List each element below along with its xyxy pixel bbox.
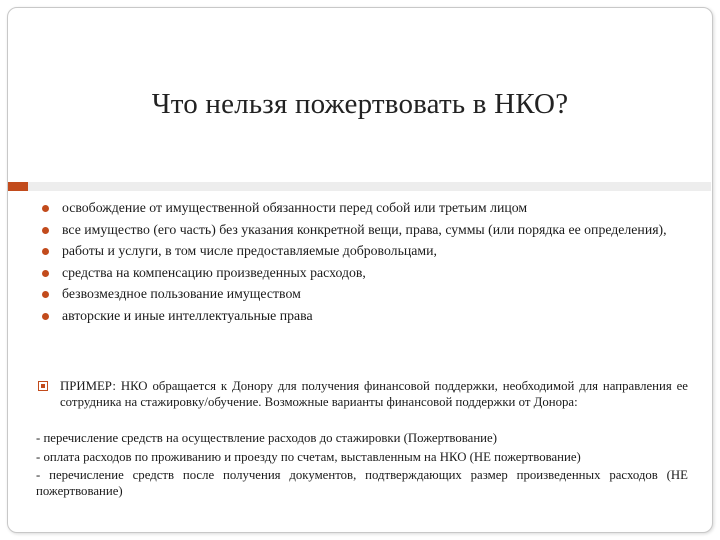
bullet-dot-icon — [42, 248, 49, 255]
bullet-dot-icon — [42, 205, 49, 212]
options-list — [36, 431, 688, 502]
list-item: - перечисление средств на осуществление расходов до стажировки (Пожертвование) — [36, 431, 497, 445]
list-item: освобождение от имущественной обязанности перед собой или третьим лицом — [42, 200, 687, 217]
list-item: авторские и иные интеллектуальные права — [42, 308, 687, 325]
example-text: ПРИМЕР: НКО обращается к Донору для получения финансовой поддержки, необходимой для направления ее сотрудника на стажировку/обучение. Возможные варианты финансовой поддержки от Донора: — [60, 379, 688, 409]
bullet-dot-icon — [42, 313, 49, 320]
list-item: работы и услуги, в том числе предоставляемые добровольцами, — [42, 243, 687, 260]
list-item: - оплата расходов по проживанию и проезду по счетам, выставленным на НКО (НЕ пожертвование) — [36, 449, 581, 464]
bullet-dot-icon — [42, 291, 49, 298]
bullet-dot-icon — [42, 270, 49, 277]
example-block — [38, 379, 688, 410]
bullet-list — [42, 200, 687, 329]
list-item: все имущество (его часть) без указания конкретной вещи, права, суммы (или порядка ее определения), — [42, 222, 687, 239]
list-item: - перечисление средств после получения документов, подтверждающих размер произведенных расходов (НЕ пожертвование) — [36, 468, 688, 498]
slide-title: Что нельзя пожертвовать в НКО? — [151, 88, 569, 120]
bullet-dot-icon — [42, 227, 49, 234]
divider-accent — [8, 182, 28, 191]
list-item: безвозмездное пользование имуществом — [42, 286, 687, 303]
checkbox-bullet-icon — [38, 381, 48, 391]
title-divider — [8, 182, 711, 191]
list-item: средства на компенсацию произведенных расходов, — [42, 265, 687, 282]
